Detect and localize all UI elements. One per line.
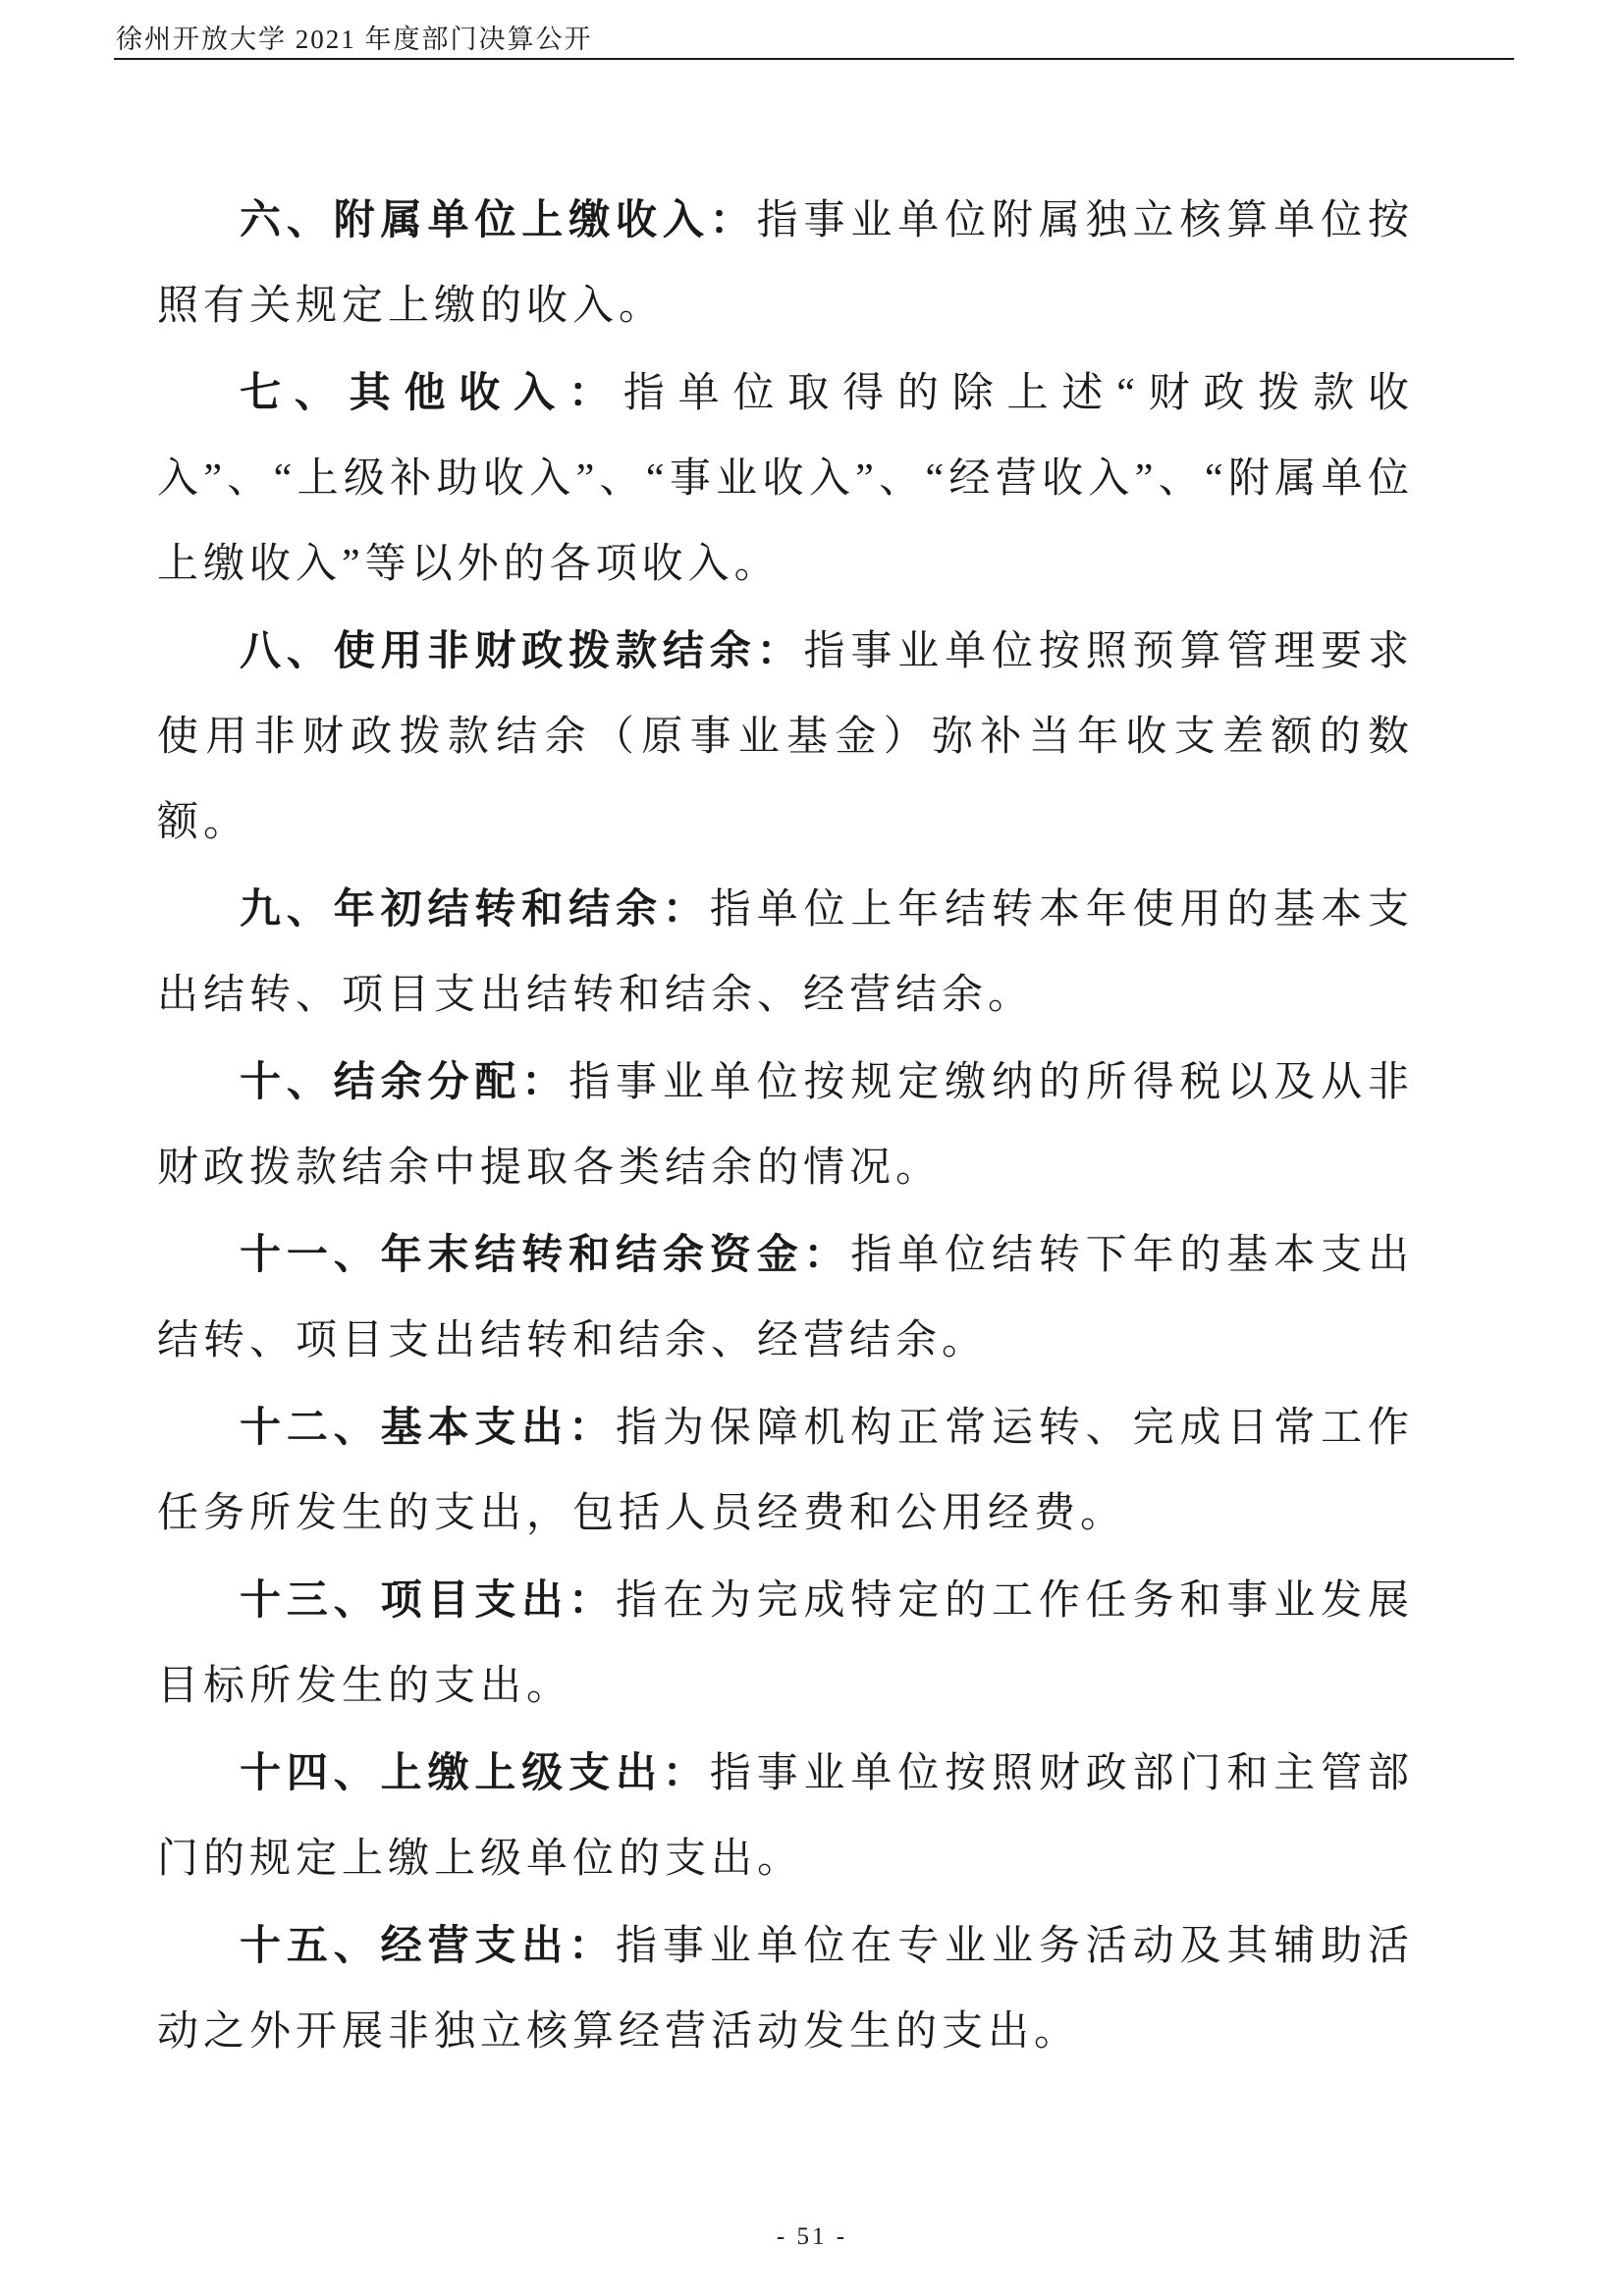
term-definition: 指在为完成特定的工作任务和事业发展目标所发生的支出。	[157, 1578, 1414, 1709]
term-label: 六、附属单位上缴收入：	[240, 196, 757, 242]
term-definition: 指事业单位在专业业务活动及其辅助活动之外开展非独立核算经营活动发生的支出。	[157, 1924, 1414, 2055]
definition-paragraph	[157, 866, 1414, 1039]
term-label: 十一、年末结转和结余资金：	[240, 1231, 851, 1277]
term-label: 七、其他收入：	[240, 369, 623, 415]
definition-paragraph	[157, 1039, 1414, 1211]
definition-paragraph	[157, 1384, 1414, 1557]
definition-paragraph	[157, 1557, 1414, 1730]
page-number: - 51 -	[776, 2223, 848, 2250]
term-definition: 指单位结转下年的基本支出结转、项目支出结转和结余、经营结余。	[157, 1233, 1414, 1363]
term-label: 十五、经营支出：	[240, 1922, 616, 1968]
definition-paragraph	[157, 608, 1414, 866]
definition-paragraph	[157, 177, 1414, 349]
term-label: 十三、项目支出：	[240, 1576, 616, 1623]
document-body	[157, 177, 1414, 2075]
term-label: 十四、上缴上级支出：	[240, 1749, 710, 1795]
document-header-title: 徐州开放大学 2021 年度部门决算公开	[116, 25, 593, 54]
term-definition: 指事业单位按照财政部门和主管部门的规定上缴上级单位的支出。	[157, 1751, 1414, 1882]
header-divider	[114, 58, 1514, 60]
definition-paragraph	[157, 349, 1414, 608]
definition-paragraph	[157, 1211, 1414, 1384]
term-label: 十二、基本支出：	[240, 1404, 616, 1450]
term-label: 九、年初结转和结余：	[240, 885, 710, 932]
term-definition: 指事业单位按照预算管理要求使用非财政拨款结余（原事业基金）弥补当年收支差额的数额。	[157, 629, 1414, 845]
term-definition: 指事业单位按规定缴纳的所得税以及从非财政拨款结余中提取各类结余的情况。	[157, 1060, 1414, 1191]
term-label: 八、使用非财政拨款结余：	[240, 627, 804, 673]
term-definition: 指事业单位附属独立核算单位按照有关规定上缴的收入。	[157, 198, 1414, 329]
term-definition: 指单位上年结转本年使用的基本支出结转、项目支出结转和结余、经营结余。	[157, 887, 1414, 1018]
term-label: 十、结余分配：	[240, 1058, 569, 1104]
term-definition: 指为保障机构正常运转、完成日常工作任务所发生的支出，包括人员经费和公用经费。	[157, 1406, 1414, 1536]
definition-paragraph	[157, 1730, 1414, 1902]
term-definition: 指单位取得的除上述“财政拨款收入”、“上级补助收入”、“事业收入”、“经营收入”、“附属单位上缴收入”等以外的各项收入。	[157, 371, 1414, 587]
definition-paragraph	[157, 1902, 1414, 2075]
